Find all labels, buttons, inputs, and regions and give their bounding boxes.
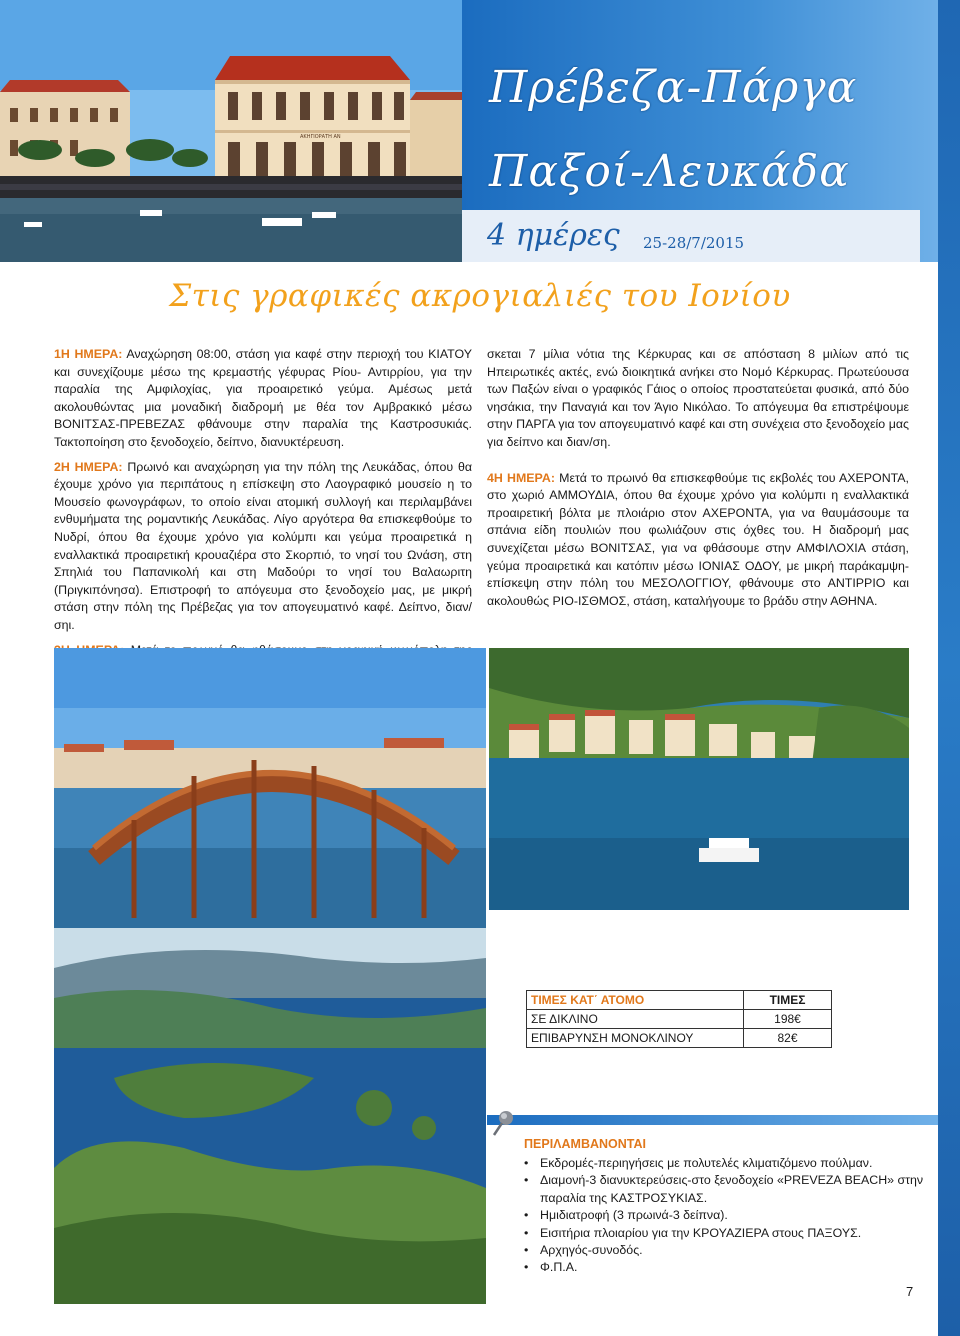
side-accent-strip [938,0,960,1336]
includes-title: ΠΕΡΙΛΑΜΒΑΝΟΝΤΑΙ [524,1137,646,1151]
day4-label: 4Η ΗΜΕΡΑ: [487,470,555,485]
includes-list [524,1155,924,1277]
itinerary-day4 [487,470,909,611]
price-table-header [527,991,832,1010]
price-header-value: ΤΙΜΕΣ [744,991,832,1010]
itinerary-day3-cont [487,346,909,452]
price-table [526,990,832,1048]
includes-item: • Ημιδιατροφή (3 πρωινά-3 δείπνα). [524,1207,924,1224]
hero-building-sign: ΑΚΗΓΙΟΡΑΤΗ ΑΝ [300,134,341,140]
itinerary-right-column [487,346,909,617]
pushpin-icon [489,1108,519,1138]
includes-item: • Διαμονή-3 διανυκτερεύσεις-στο ξενοδοχείο «PREVEZA BEACH» στην παραλία της ΚΑΣΤΡΟΣΥΚΙΑΣ. [524,1172,924,1207]
hero-photo-preveza [0,0,462,262]
photo-lefkada-bridge [54,648,486,928]
includes-item: • Φ.Π.Α. [524,1259,924,1276]
day2-label: 2Η ΗΜΕΡΑ: [54,459,123,474]
price-row [527,1029,832,1048]
day3-text-right: σκεται 7 μίλια νότια της Κέρκυρας και σε απόσταση 8 μιλίων από τις Ηπειρωτικές ακτές, ενώ διοικητικά ανήκει στο Νομό Κέρκυρας. Πρωτεύουσα των Παξών είναι ο γραφικός Γάιος ο οποίος προστατεύεται φυσικά, από δύο νησάκια, την Παναγιά και τον Άγιο Νικόλαο. Το απόγευμα θα επιστρέψουμε στην ΠΑΡΓΑ για τον απογευματινό καφέ και στη συνέχεια στο ξενοδοχείο μας για δείπνο και διαν/ση. [487,347,909,449]
price-row-value: 82€ [744,1029,832,1048]
price-row-value: 198€ [744,1010,832,1029]
includes-item: • Εισιτήρια πλοιαρίου για την ΚΡΟΥΑΖΙΕΡΑ στους ΠΑΞΟΥΣ. [524,1225,924,1242]
page-number: 7 [906,1284,914,1299]
photo-parga-harbor [489,648,909,910]
day1-text: Αναχώρηση 08:00, στάση για καφέ στην περιοχή του ΚΙΑΤΟΥ και συνεχίζουμε μέσω της κρεμαστής γέφυρας Ρίου- Αντιρρίου, για την παραλία της Αμφιλοχίας, για προαιρετικό γεύμα. Αμέσως μετά ακολουθώντας μια μοναδική διαδρομή με θέα τον Αμβρακικό μέσω ΒΟΝΙΤΣΑΣ-ΠΡΕΒΕΖΑΣ φθάνουμε στην παραλία της Καστροσυκιάς. Τακτοποίηση στο ξενοδοχείο, δείπνο, διανυκτέρευση. [54,347,473,449]
tour-title-line2: Παξοί-Λευκάδα [489,146,850,197]
includes-item: • Αρχηγός-συνοδός. [524,1242,924,1259]
tour-dates: 25-28/7/2015 [643,234,745,252]
price-row-label: ΕΠΙΒΑΡΥΝΣΗ ΜΟΝΟΚΛΙΝΟΥ [527,1029,744,1048]
price-row [527,1010,832,1029]
price-header-label: ΤΙΜΕΣ ΚΑΤ΄ ΑΤΟΜΟ [527,991,744,1010]
includes-bar [487,1115,938,1125]
day2-text: Πρωινό και αναχώρηση για την πόλη της Λευκάδας, όπου θα έχουμε χρόνο για περιπάτους η επίσκεψη στο Λαογραφικό μουσείο η το Μουσείο φωνογράφων, το οποίο είναι ατομική συλλογή και περιλαμβάνει ενθυμήματα της ρομαντικής Λευκάδας. Λίγο αργότερα θα επισκεφθούμε το Νυδρί, όπου θα έχουμε χρόνο για κολύμπι και γεύμα προαιρετικά η εναλλακτικά προαιρετική κρουαζιέρα στο Σκορπιό, το νησί του Ωνάση, στη Σπηλιά του Παπανικολή και στη Μαδούρι το νησί του Βαλαωριτη (Πριγκιπόνησα). Επιστροφή το απόγευμα στο ξενοδοχείο μας, με μικρή στάση στην πόλη της Πρέβεζας για τον απογευματινό καφέ. Δείπνο, διαν/σηι. [54,459,473,632]
photo-ionian-islands [54,928,486,1304]
itinerary-day2 [54,459,472,635]
price-row-label: ΣΕ ΔΙΚΛΙΝΟ [527,1010,744,1029]
tour-subtitle: Στις γραφικές ακρογιαλιές του Ιονίου [169,278,791,314]
tour-title-line1: Πρέβεζα-Πάργα [489,62,858,113]
day4-text: Μετά το πρωινό θα επισκεφθούμε τις εκβολές του ΑΧΕΡΟΝΤΑ, στο χωριό ΑΜΜΟΥΔΙΑ, όπου θα έχουμε χρόνο για κολύμπι η εναλλακτικά προαιρετική βόλτα με πλοιάριο στον ΑΧΕΡΟΝΤΑ, για να θαυμάσουμε τα σπάνια είδη πουλιών που φωλιάζουν στις όχθες του. Η διαδρομή μας συνεχίζεται μέσω ΒΟΝΙΤΣΑΣ, για να φθάσουμε στην ΑΜΦΙΛΟΧΙΑ στάση, γεύμα προαιρετικά και κατόπιν μέσω ΙΟΝΙΑΣ ΟΔΟΥ, με μικρή παράκαμψη-επίσκεψη στην πόλη του ΜΕΣΟΛΟΓΓΙΟΥ, φθάνουμε στο ΑΝΤΙΡΡΙΟ και ακολουθώς ΡΙΟ-ΙΣΘΜΟΣ, στάση, καταλήγουμε το βράδυ στην ΑΘΗΝΑ. [487,470,909,608]
tour-duration: 4 ημέρες [487,218,620,253]
itinerary-day1 [54,346,472,452]
day1-label: 1Η ΗΜΕΡΑ: [54,347,123,361]
includes-item: • Εκδρομές-περιηγήσεις με πολυτελές κλιματιζόμενο πούλμαν. [524,1155,924,1172]
